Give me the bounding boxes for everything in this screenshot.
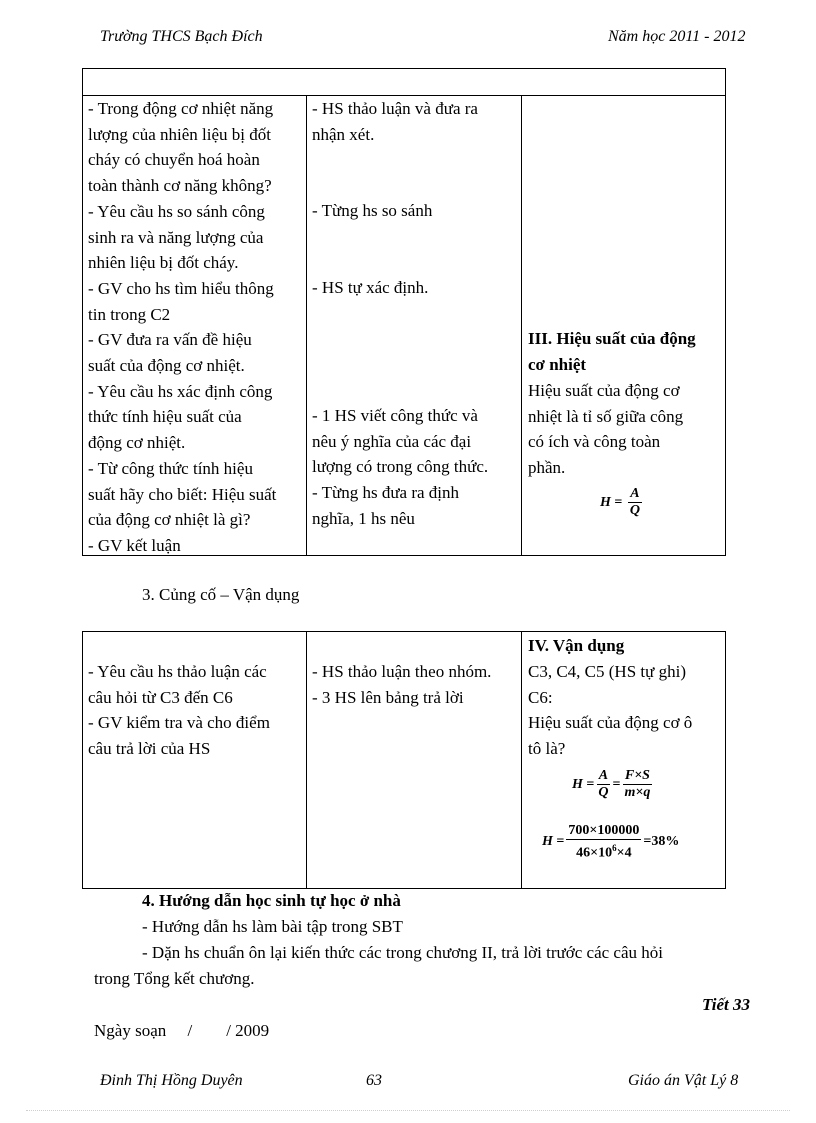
car-efficiency-result: H = $\frac{700\times 100000}{46\times 10^6\times 4}$ =38% — [542, 823, 680, 861]
formula1-lhs: H — [572, 776, 583, 792]
page-bottom-divider — [26, 1110, 790, 1111]
formula1-den-mq: m×q — [624, 785, 651, 800]
footer-author: Đinh Thị Hồng Duyên — [100, 1072, 243, 1089]
section-3-title: 3. Củng cố – Vận dụng — [142, 585, 300, 604]
table2-student-activity: - HS thảo luận theo nhóm. - 3 HS lên bảng trả lời — [312, 662, 492, 707]
table2-col-divider-1 — [306, 631, 307, 889]
header-school: Trường THCS Bạch Đích — [100, 28, 263, 45]
prep-date: Ngày soạn / / 2009 — [94, 1021, 270, 1040]
formula-denominator: Q — [629, 503, 640, 518]
table1-student-discuss: - HS thảo luận và đưa ra nhận xét. — [312, 99, 478, 144]
table1-col-divider-1 — [306, 95, 307, 556]
lesson-number: Tiết 33 — [702, 995, 750, 1014]
footer-subject: Giáo án Vật Lý 8 — [628, 1072, 739, 1089]
car-efficiency-formula: H = $\frac{A}{Q}$ = $\frac{F\times S}{m\times q}$ — [572, 768, 651, 800]
efficiency-formula: H = $\frac{A}{Q}$ — [600, 486, 640, 518]
section-4-line-1: - Hướng dẫn hs làm bài tập trong SBT — [142, 917, 403, 936]
formula1-num-a: A — [598, 768, 609, 783]
table2-col-divider-2 — [521, 631, 522, 889]
formula1-den-q: Q — [598, 785, 609, 800]
table1-content-text: Hiệu suất của động cơ nhiệt là tỉ số giữa công có ích và công toàn phần. — [528, 381, 684, 478]
formula-lhs: H — [600, 494, 611, 510]
table2-teacher-activity: - Yêu cầu hs thảo luận các câu hỏi từ C3 đến C6 - GV kiểm tra và cho điểm câu trả lời của HS — [88, 662, 270, 759]
formula2-den-exponent: 6 — [612, 843, 617, 853]
formula1-fraction-fs — [622, 768, 652, 801]
table1-student-formula: - 1 HS viết công thức và nêu ý nghĩa của các đại lượng có trong công thức. - Từng hs đưa ra định nghĩa, 1 hs nêu — [312, 406, 489, 528]
formula2-denominator — [574, 840, 633, 862]
table2-content-title: IV. Vận dụng — [528, 636, 625, 655]
table1-student-identify: - HS tự xác định. — [312, 278, 429, 297]
formula2-den-tail: ×4 — [616, 845, 632, 861]
formula2-fraction — [566, 823, 641, 862]
table1-col-divider-2 — [521, 95, 522, 556]
header-year: Năm học 2011 - 2012 — [608, 28, 746, 45]
table1-student-compare: - Từng hs so sánh — [312, 201, 433, 220]
formula2-lhs: H — [542, 834, 553, 850]
table1-teacher-activity: - Trong động cơ nhiệt năng lượng của nhiên liệu bị đốt cháy có chuyển hoá hoàn toàn thành cơ năng không? - Yêu cầu hs so sánh công sinh ra và năng lượng của nhiên liệu bị đốt cháy. - GV cho hs tìm hiểu thông tin trong C2 - GV đưa ra vấn đề hiệu suất của động cơ nhiệt. - Yêu cầu hs xác định công thức tính hiệu suất của động cơ nhiệt. - Từ công thức tính hiệu suất hãy cho biết: Hiệu suất của động cơ nhiệt là gì? - GV kết luận — [88, 99, 277, 555]
section-4-line-2: - Dặn hs chuẩn ôn lại kiến thức các trong chương II, trả lời trước các câu hỏi — [142, 943, 663, 962]
section-4-line-3: trong Tổng kết chương. — [94, 969, 255, 988]
formula1-fraction-a — [596, 768, 610, 801]
formula2-den-base: 46×10 — [576, 845, 613, 861]
footer-page-number: 63 — [366, 1072, 382, 1089]
formula-fraction — [628, 486, 642, 519]
section-4-title: 4. Hướng dẫn học sinh tự học ở nhà — [142, 891, 401, 910]
formula-numerator: A — [630, 486, 640, 501]
formula1-num-fs: F×S — [624, 768, 650, 783]
formula2-result: =38% — [643, 834, 680, 850]
formula2-numerator: 700×100000 — [568, 823, 640, 838]
table1-content-title: III. Hiệu suất của động cơ nhiệt — [528, 329, 696, 374]
table2-content-text: C3, C4, C5 (HS tự ghi) C6: Hiệu suất của động cơ ô tô là? — [528, 662, 693, 759]
